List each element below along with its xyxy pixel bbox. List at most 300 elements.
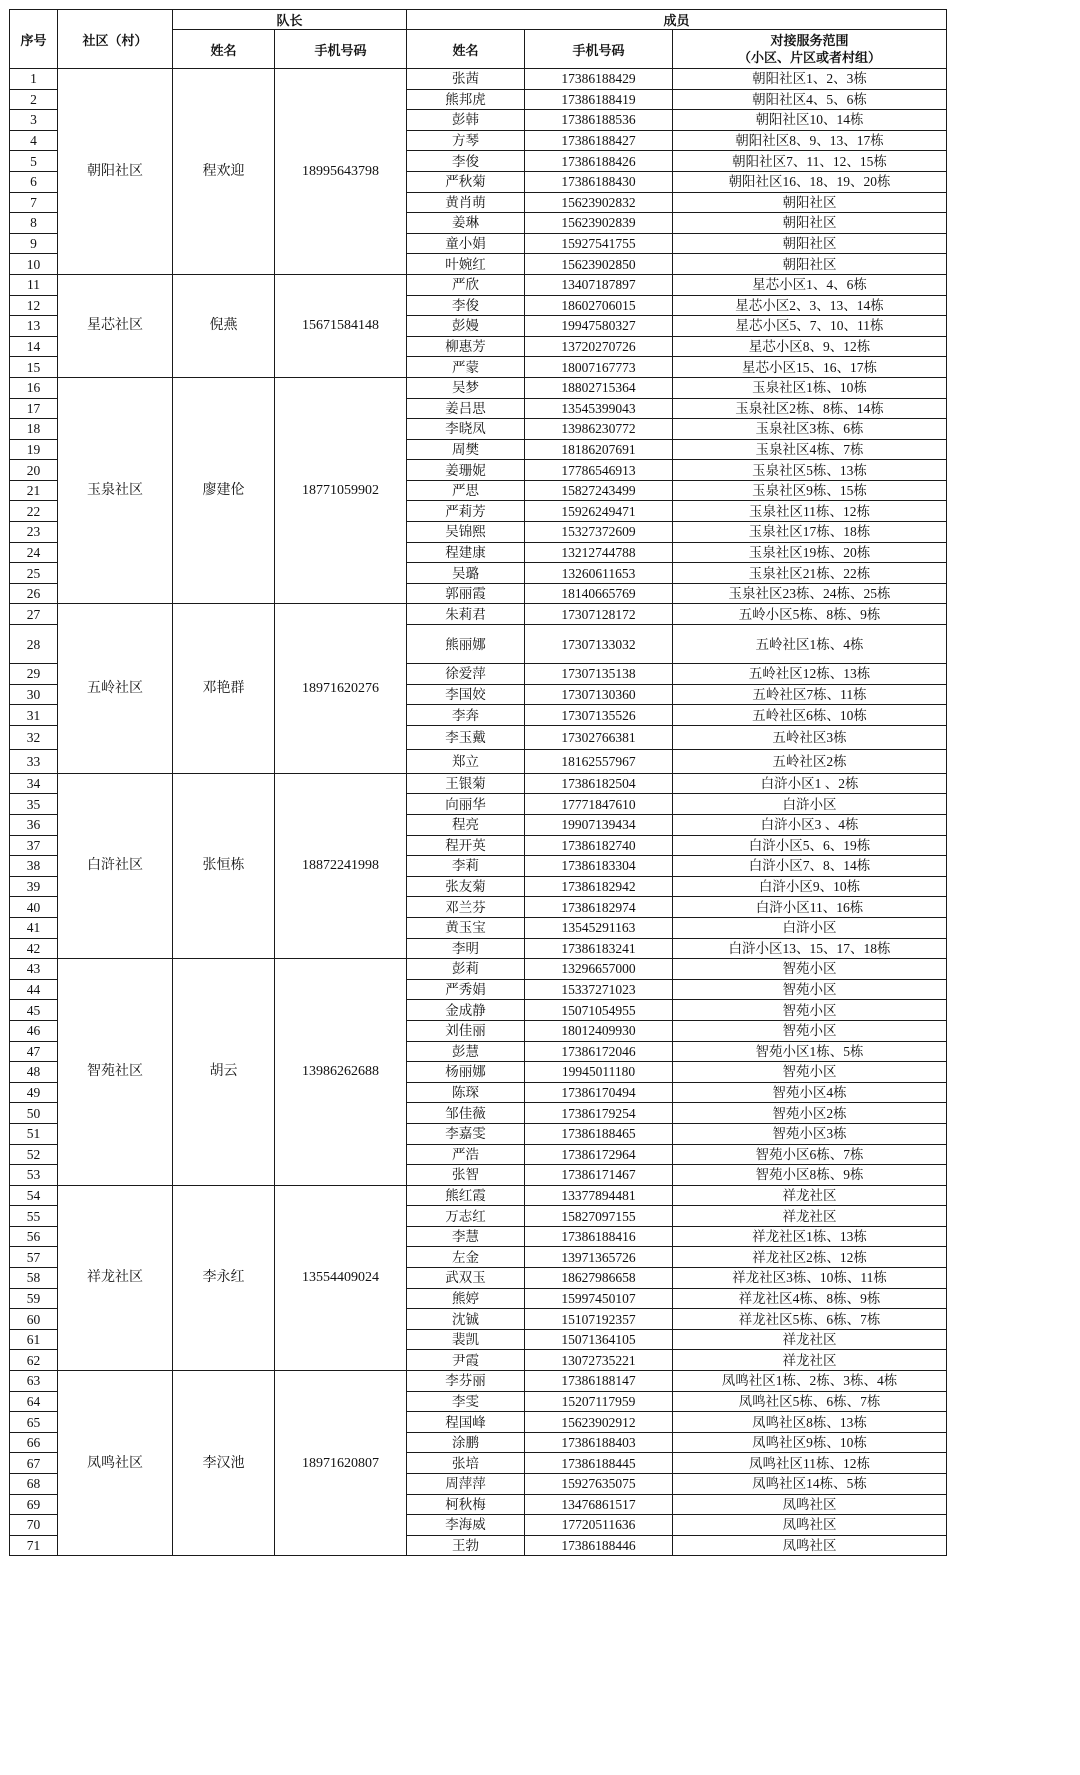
service-scope: 玉泉社区5栋、13栋 (673, 460, 947, 481)
member-name: 程开英 (407, 835, 525, 856)
row-index: 8 (10, 213, 58, 234)
member-name: 武双玉 (407, 1268, 525, 1289)
member-phone: 19907139434 (525, 815, 673, 836)
member-phone: 17386188445 (525, 1453, 673, 1474)
member-phone: 13971365726 (525, 1247, 673, 1268)
row-index: 65 (10, 1412, 58, 1433)
header-scope (673, 30, 947, 69)
header-leader-group: 队长 (173, 10, 407, 30)
row-index: 48 (10, 1062, 58, 1083)
member-phone: 17386172964 (525, 1144, 673, 1165)
row-index: 1 (10, 69, 58, 90)
member-phone: 13545399043 (525, 398, 673, 419)
member-name: 邓兰芬 (407, 897, 525, 918)
member-name: 徐爱萍 (407, 664, 525, 685)
member-phone: 17386170494 (525, 1082, 673, 1103)
leader-phone: 18872241998 (275, 773, 407, 958)
member-phone: 15623902850 (525, 254, 673, 275)
service-scope: 祥龙社区 (673, 1206, 947, 1227)
service-scope: 玉泉社区11栋、12栋 (673, 501, 947, 522)
member-phone: 15997450107 (525, 1288, 673, 1309)
leader-name: 李汉池 (173, 1371, 275, 1556)
service-scope: 玉泉社区2栋、8栋、14栋 (673, 398, 947, 419)
row-index: 70 (10, 1515, 58, 1536)
member-phone: 13407187897 (525, 274, 673, 295)
member-phone: 17386182740 (525, 835, 673, 856)
member-name: 裴凯 (407, 1329, 525, 1350)
service-scope: 朝阳社区4、5、6栋 (673, 89, 947, 110)
service-scope: 玉泉社区19栋、20栋 (673, 542, 947, 563)
member-name: 刘佳丽 (407, 1020, 525, 1041)
service-scope: 五岭社区12栋、13栋 (673, 664, 947, 685)
leader-phone: 13554409024 (275, 1185, 407, 1370)
member-name: 李明 (407, 938, 525, 959)
service-scope: 智苑小区4栋 (673, 1082, 947, 1103)
leader-name: 倪燕 (173, 274, 275, 377)
service-scope: 智苑小区8栋、9栋 (673, 1165, 947, 1186)
row-index: 30 (10, 684, 58, 705)
row-index: 36 (10, 815, 58, 836)
service-scope: 智苑小区1栋、5栋 (673, 1041, 947, 1062)
member-name: 张培 (407, 1453, 525, 1474)
leader-name: 邓艳群 (173, 604, 275, 773)
service-scope: 凤鸣社区5栋、6栋、7栋 (673, 1391, 947, 1412)
roster-table-container (9, 9, 946, 1556)
member-phone: 15327372609 (525, 522, 673, 543)
row-index: 34 (10, 773, 58, 794)
row-index: 56 (10, 1226, 58, 1247)
member-name: 程国峰 (407, 1412, 525, 1433)
row-index: 2 (10, 89, 58, 110)
member-name: 李俊 (407, 151, 525, 172)
member-name: 王银菊 (407, 773, 525, 794)
member-phone: 13545291163 (525, 917, 673, 938)
member-phone: 17386188419 (525, 89, 673, 110)
row-index: 49 (10, 1082, 58, 1103)
row-index: 5 (10, 151, 58, 172)
member-phone: 18162557967 (525, 749, 673, 773)
member-phone: 13212744788 (525, 542, 673, 563)
service-scope: 白浒小区3 、4栋 (673, 815, 947, 836)
member-name: 李奔 (407, 705, 525, 726)
service-scope: 玉泉社区1栋、10栋 (673, 377, 947, 398)
roster-table (9, 9, 947, 1556)
member-name: 邹佳薇 (407, 1103, 525, 1124)
row-index: 11 (10, 274, 58, 295)
member-name: 姜琳 (407, 213, 525, 234)
member-name: 向丽华 (407, 794, 525, 815)
member-name: 姜吕思 (407, 398, 525, 419)
member-name: 尹霞 (407, 1350, 525, 1371)
row-index: 6 (10, 171, 58, 192)
service-scope: 凤鸣社区14栋、5栋 (673, 1474, 947, 1495)
member-name: 熊婷 (407, 1288, 525, 1309)
service-scope: 五岭社区3栋 (673, 725, 947, 749)
header-scope-line2: （小区、片区或者村组） (738, 50, 882, 65)
service-scope: 星芯小区15、16、17栋 (673, 357, 947, 378)
row-index: 58 (10, 1268, 58, 1289)
member-name: 黄玉宝 (407, 917, 525, 938)
member-phone: 15071054955 (525, 1000, 673, 1021)
member-name: 严思 (407, 480, 525, 501)
row-index: 71 (10, 1535, 58, 1556)
row-index: 54 (10, 1185, 58, 1206)
member-name: 李慧 (407, 1226, 525, 1247)
member-name: 郭丽霞 (407, 583, 525, 604)
header-member-name: 姓名 (407, 30, 525, 69)
member-phone: 17386179254 (525, 1103, 673, 1124)
member-phone: 17307128172 (525, 604, 673, 625)
row-index: 26 (10, 583, 58, 604)
member-phone: 13072735221 (525, 1350, 673, 1371)
leader-name: 胡云 (173, 959, 275, 1186)
table-row (10, 959, 947, 980)
member-name: 杨丽娜 (407, 1062, 525, 1083)
member-phone: 15926249471 (525, 501, 673, 522)
member-name: 周樊 (407, 439, 525, 460)
member-phone: 17386188416 (525, 1226, 673, 1247)
row-index: 44 (10, 979, 58, 1000)
row-index: 67 (10, 1453, 58, 1474)
member-name: 郑立 (407, 749, 525, 773)
member-phone: 17386188430 (525, 171, 673, 192)
service-scope: 玉泉社区3栋、6栋 (673, 419, 947, 440)
member-name: 程建康 (407, 542, 525, 563)
row-index: 35 (10, 794, 58, 815)
service-scope: 玉泉社区17栋、18栋 (673, 522, 947, 543)
row-index: 63 (10, 1371, 58, 1392)
service-scope: 玉泉社区9栋、15栋 (673, 480, 947, 501)
service-scope: 五岭社区2栋 (673, 749, 947, 773)
member-phone: 17386183304 (525, 856, 673, 877)
row-index: 23 (10, 522, 58, 543)
member-name: 沈铖 (407, 1309, 525, 1330)
header-leader-phone: 手机号码 (275, 30, 407, 69)
service-scope: 凤鸣社区 (673, 1494, 947, 1515)
leader-phone: 13986262688 (275, 959, 407, 1186)
row-index: 39 (10, 876, 58, 897)
member-phone: 19945011180 (525, 1062, 673, 1083)
row-index: 3 (10, 110, 58, 131)
service-scope: 朝阳社区 (673, 213, 947, 234)
member-phone: 17307133032 (525, 625, 673, 664)
member-name: 吴璐 (407, 563, 525, 584)
row-index: 28 (10, 625, 58, 664)
leader-phone: 18995643798 (275, 69, 407, 275)
row-index: 50 (10, 1103, 58, 1124)
member-name: 李俊 (407, 295, 525, 316)
member-phone: 17307135526 (525, 705, 673, 726)
row-index: 32 (10, 725, 58, 749)
member-phone: 17386182504 (525, 773, 673, 794)
member-name: 李莉 (407, 856, 525, 877)
member-phone: 17386182942 (525, 876, 673, 897)
header-member-group: 成员 (407, 10, 947, 30)
member-phone: 15071364105 (525, 1329, 673, 1350)
member-phone: 15207117959 (525, 1391, 673, 1412)
header-scope-line1: 对接服务范围 (770, 33, 849, 48)
member-name: 李晓凤 (407, 419, 525, 440)
member-phone: 17386188446 (525, 1535, 673, 1556)
table-body (10, 69, 947, 1556)
community-name: 祥龙社区 (58, 1185, 173, 1370)
row-index: 22 (10, 501, 58, 522)
member-phone: 17386188147 (525, 1371, 673, 1392)
member-phone: 13986230772 (525, 419, 673, 440)
member-phone: 13260611653 (525, 563, 673, 584)
row-index: 12 (10, 295, 58, 316)
service-scope: 白浒小区 (673, 794, 947, 815)
table-row (10, 604, 947, 625)
member-name: 姜珊妮 (407, 460, 525, 481)
member-name: 严莉芳 (407, 501, 525, 522)
service-scope: 玉泉社区23栋、24栋、25栋 (673, 583, 947, 604)
community-name: 白浒社区 (58, 773, 173, 958)
service-scope: 朝阳社区 (673, 254, 947, 275)
leader-phone: 18771059902 (275, 377, 407, 604)
member-name: 彭嫚 (407, 316, 525, 337)
member-phone: 17386188403 (525, 1432, 673, 1453)
member-phone: 18186207691 (525, 439, 673, 460)
table-row (10, 274, 947, 295)
service-scope: 凤鸣社区9栋、10栋 (673, 1432, 947, 1453)
community-name: 星芯社区 (58, 274, 173, 377)
member-name: 周萍萍 (407, 1474, 525, 1495)
service-scope: 智苑小区 (673, 1062, 947, 1083)
service-scope: 凤鸣社区 (673, 1535, 947, 1556)
member-name: 吴锦熙 (407, 522, 525, 543)
row-index: 33 (10, 749, 58, 773)
row-index: 18 (10, 419, 58, 440)
member-name: 彭慧 (407, 1041, 525, 1062)
member-name: 万志红 (407, 1206, 525, 1227)
row-index: 45 (10, 1000, 58, 1021)
row-index: 68 (10, 1474, 58, 1495)
member-phone: 15927541755 (525, 233, 673, 254)
member-phone: 18012409930 (525, 1020, 673, 1041)
member-phone: 17386188426 (525, 151, 673, 172)
member-name: 吴梦 (407, 377, 525, 398)
row-index: 57 (10, 1247, 58, 1268)
service-scope: 智苑小区2栋 (673, 1103, 947, 1124)
member-name: 方琴 (407, 130, 525, 151)
service-scope: 五岭社区7栋、11栋 (673, 684, 947, 705)
member-phone: 17386188427 (525, 130, 673, 151)
member-phone: 17386183241 (525, 938, 673, 959)
row-index: 42 (10, 938, 58, 959)
leader-name: 张恒栋 (173, 773, 275, 958)
community-name: 五岭社区 (58, 604, 173, 773)
member-name: 严浩 (407, 1144, 525, 1165)
row-index: 40 (10, 897, 58, 918)
community-name: 凤鸣社区 (58, 1371, 173, 1556)
row-index: 19 (10, 439, 58, 460)
service-scope: 玉泉社区21栋、22栋 (673, 563, 947, 584)
leader-phone: 18971620807 (275, 1371, 407, 1556)
member-phone: 15337271023 (525, 979, 673, 1000)
service-scope: 智苑小区6栋、7栋 (673, 1144, 947, 1165)
member-name: 彭莉 (407, 959, 525, 980)
member-name: 李国姣 (407, 684, 525, 705)
member-phone: 18140665769 (525, 583, 673, 604)
leader-name: 廖建伦 (173, 377, 275, 604)
member-name: 李玉戴 (407, 725, 525, 749)
header-community: 社区（村） (58, 10, 173, 69)
member-phone: 17720511636 (525, 1515, 673, 1536)
row-index: 46 (10, 1020, 58, 1041)
service-scope: 凤鸣社区11栋、12栋 (673, 1453, 947, 1474)
row-index: 20 (10, 460, 58, 481)
service-scope: 凤鸣社区 (673, 1515, 947, 1536)
service-scope: 朝阳社区16、18、19、20栋 (673, 171, 947, 192)
row-index: 10 (10, 254, 58, 275)
service-scope: 祥龙社区1栋、13栋 (673, 1226, 947, 1247)
member-phone: 17307135138 (525, 664, 673, 685)
member-name: 黄肖萌 (407, 192, 525, 213)
row-index: 69 (10, 1494, 58, 1515)
service-scope: 星芯小区2、3、13、14栋 (673, 295, 947, 316)
leader-phone: 18971620276 (275, 604, 407, 773)
member-name: 王勃 (407, 1535, 525, 1556)
service-scope: 祥龙社区 (673, 1350, 947, 1371)
member-phone: 18627986658 (525, 1268, 673, 1289)
member-name: 严秋菊 (407, 171, 525, 192)
member-phone: 13296657000 (525, 959, 673, 980)
member-name: 左金 (407, 1247, 525, 1268)
service-scope: 祥龙社区5栋、6栋、7栋 (673, 1309, 947, 1330)
member-name: 叶婉红 (407, 254, 525, 275)
service-scope: 祥龙社区 (673, 1185, 947, 1206)
member-phone: 17386182974 (525, 897, 673, 918)
member-name: 张友菊 (407, 876, 525, 897)
service-scope: 祥龙社区 (673, 1329, 947, 1350)
member-name: 熊邦虎 (407, 89, 525, 110)
service-scope: 智苑小区 (673, 979, 947, 1000)
member-phone: 18602706015 (525, 295, 673, 316)
service-scope: 白浒小区13、15、17、18栋 (673, 938, 947, 959)
service-scope: 五岭小区5栋、8栋、9栋 (673, 604, 947, 625)
row-index: 51 (10, 1123, 58, 1144)
member-phone: 13720270726 (525, 336, 673, 357)
row-index: 21 (10, 480, 58, 501)
member-name: 严秀娟 (407, 979, 525, 1000)
community-name: 玉泉社区 (58, 377, 173, 604)
row-index: 13 (10, 316, 58, 337)
service-scope: 智苑小区3栋 (673, 1123, 947, 1144)
table-row (10, 1371, 947, 1392)
table-row (10, 377, 947, 398)
member-name: 张智 (407, 1165, 525, 1186)
row-index: 38 (10, 856, 58, 877)
service-scope: 白浒小区7、8、14栋 (673, 856, 947, 877)
member-phone: 17386171467 (525, 1165, 673, 1186)
member-name: 严蒙 (407, 357, 525, 378)
row-index: 55 (10, 1206, 58, 1227)
member-name: 涂鹏 (407, 1432, 525, 1453)
header-member-phone: 手机号码 (525, 30, 673, 69)
member-phone: 13377894481 (525, 1185, 673, 1206)
member-name: 朱莉君 (407, 604, 525, 625)
member-name: 张茜 (407, 69, 525, 90)
row-index: 27 (10, 604, 58, 625)
member-name: 程亮 (407, 815, 525, 836)
member-name: 彭韩 (407, 110, 525, 131)
service-scope: 朝阳社区1、2、3栋 (673, 69, 947, 90)
service-scope: 智苑小区 (673, 959, 947, 980)
leader-phone: 15671584148 (275, 274, 407, 377)
community-name: 智苑社区 (58, 959, 173, 1186)
member-phone: 15927635075 (525, 1474, 673, 1495)
service-scope: 白浒小区 (673, 917, 947, 938)
row-index: 61 (10, 1329, 58, 1350)
service-scope: 凤鸣社区8栋、13栋 (673, 1412, 947, 1433)
service-scope: 五岭社区1栋、4栋 (673, 625, 947, 664)
member-name: 金成静 (407, 1000, 525, 1021)
member-phone: 17386188429 (525, 69, 673, 90)
row-index: 17 (10, 398, 58, 419)
table-header (10, 10, 947, 69)
table-row (10, 773, 947, 794)
row-index: 37 (10, 835, 58, 856)
row-index: 52 (10, 1144, 58, 1165)
member-phone: 15623902912 (525, 1412, 673, 1433)
member-phone: 17771847610 (525, 794, 673, 815)
table-row (10, 69, 947, 90)
service-scope: 朝阳社区7、11、12、15栋 (673, 151, 947, 172)
member-phone: 13476861517 (525, 1494, 673, 1515)
member-phone: 18802715364 (525, 377, 673, 398)
member-name: 李海威 (407, 1515, 525, 1536)
service-scope: 白浒小区11、16栋 (673, 897, 947, 918)
service-scope: 朝阳社区 (673, 233, 947, 254)
row-index: 66 (10, 1432, 58, 1453)
service-scope: 朝阳社区10、14栋 (673, 110, 947, 131)
row-index: 60 (10, 1309, 58, 1330)
member-name: 柯秋梅 (407, 1494, 525, 1515)
member-phone: 18007167773 (525, 357, 673, 378)
service-scope: 星芯小区5、7、10、11栋 (673, 316, 947, 337)
member-phone: 15623902832 (525, 192, 673, 213)
row-index: 29 (10, 664, 58, 685)
member-phone: 17386188536 (525, 110, 673, 131)
row-index: 62 (10, 1350, 58, 1371)
community-name: 朝阳社区 (58, 69, 173, 275)
member-phone: 17786546913 (525, 460, 673, 481)
member-name: 童小娟 (407, 233, 525, 254)
member-name: 柳惠芳 (407, 336, 525, 357)
leader-name: 李永红 (173, 1185, 275, 1370)
member-name: 熊丽娜 (407, 625, 525, 664)
service-scope: 凤鸣社区1栋、2栋、3栋、4栋 (673, 1371, 947, 1392)
member-name: 李雯 (407, 1391, 525, 1412)
service-scope: 智苑小区 (673, 1020, 947, 1041)
service-scope: 玉泉社区4栋、7栋 (673, 439, 947, 460)
row-index: 9 (10, 233, 58, 254)
row-index: 16 (10, 377, 58, 398)
member-phone: 17307130360 (525, 684, 673, 705)
leader-name: 程欢迎 (173, 69, 275, 275)
service-scope: 白浒小区5、6、19栋 (673, 835, 947, 856)
header-index: 序号 (10, 10, 58, 69)
row-index: 31 (10, 705, 58, 726)
member-phone: 19947580327 (525, 316, 673, 337)
service-scope: 白浒小区1 、2栋 (673, 773, 947, 794)
row-index: 7 (10, 192, 58, 213)
member-phone: 17386188465 (525, 1123, 673, 1144)
row-index: 59 (10, 1288, 58, 1309)
service-scope: 祥龙社区4栋、8栋、9栋 (673, 1288, 947, 1309)
service-scope: 五岭社区6栋、10栋 (673, 705, 947, 726)
